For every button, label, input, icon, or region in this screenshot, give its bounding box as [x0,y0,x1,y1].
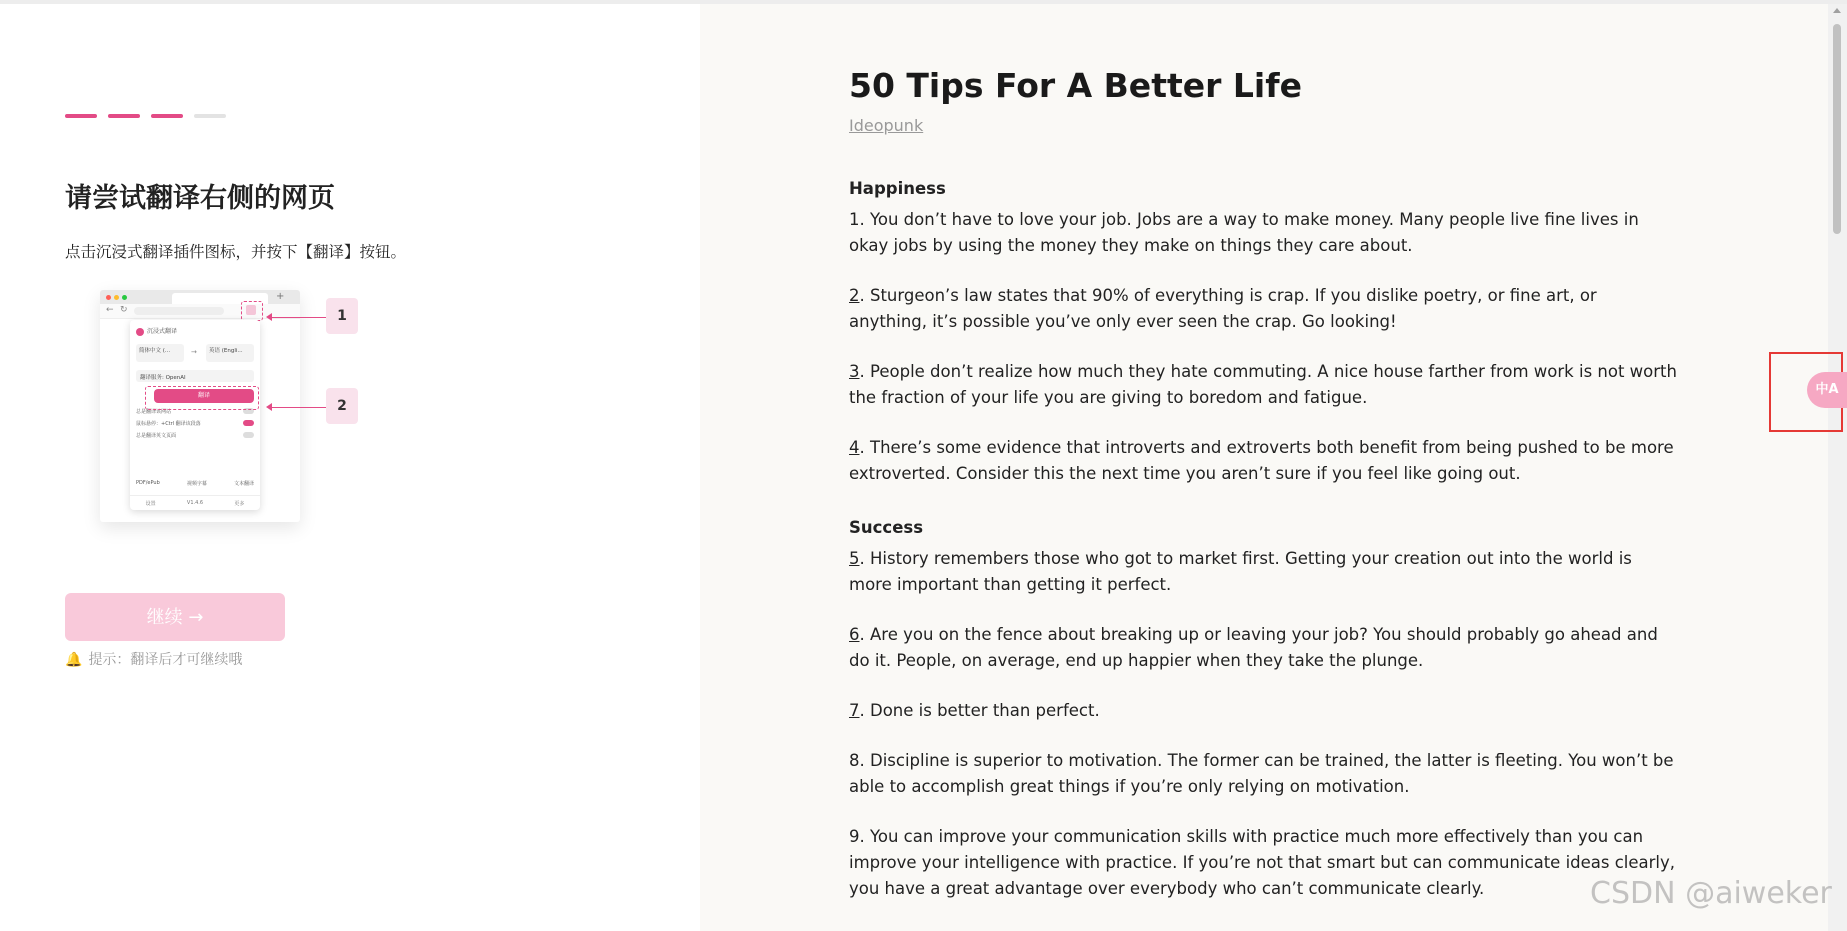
illustration-address [134,307,224,315]
tip-number: 9 [849,827,860,846]
extension-popup-illustration [130,320,260,510]
onboarding-panel [0,4,700,931]
tip-text: . Done is better than perfect. [859,701,1100,720]
article-body [849,176,1679,930]
reload-icon: ↻ [120,305,128,315]
minimize-dot-icon [114,295,119,300]
close-dot-icon [106,295,111,300]
watermark: CSDN @aiweker [1590,876,1832,911]
popup-version: V1.4.6 [186,500,204,506]
popup-option-label: 总是翻译该网站 [136,409,172,415]
tip-number: 1 [849,210,860,229]
section-heading: Success [849,518,924,537]
onboarding-subtitle: 点击沉浸式翻译插件图标，并按下【翻译】按钮。 [65,243,407,261]
progress-step-4 [194,114,226,118]
tip-text: . Sturgeon’s law states that 90% of everything is crap. If you dislike poetry, or fine art, or anything, it’s possible you’ve only ever seen the crap. Go looking! [849,286,1597,331]
hint-label: 提示：翻译后才可继续哦 [88,652,243,668]
popup-footer [130,495,260,510]
popup-title: 沉浸式翻译 [147,328,178,335]
tip-paragraph [849,546,1679,598]
popup-tool-pdf: PDF/ePub [136,480,160,486]
popup-tools [136,480,254,487]
popup-option-3 [136,432,254,440]
popup-more: 更多 [234,500,245,507]
tip-number[interactable]: 5 [849,549,860,568]
scrollbar-thumb[interactable] [1833,24,1841,234]
swap-arrow-icon: → [191,348,197,356]
callout-number-2: 2 [326,388,358,424]
logo-icon [136,328,144,336]
scrollbar[interactable] [1828,4,1847,931]
tip-text: . There’s some evidence that introverts and extroverts both benefit from being pushed to be more extroverted. Consider this the next time you aren’t sure if you feel like going out. [849,438,1674,483]
new-tab-icon: + [276,291,285,302]
tip-paragraph [849,283,1679,335]
popup-tool-subtitles: 视频字幕 [186,481,207,487]
tip-number: 8 [849,751,860,770]
continue-button[interactable]: 继续 → [65,593,285,641]
tip-number[interactable]: 3 [849,362,860,381]
translate-icon: 中A [1815,382,1839,397]
bell-icon: 🔔 [65,652,83,668]
scroll-up-icon[interactable] [1833,8,1841,13]
translate-float-button[interactable] [1807,372,1847,408]
article-author-link[interactable]: Ideopunk [849,116,924,135]
tip-number[interactable]: 7 [849,701,860,720]
progress-step-3 [151,114,183,118]
toggle-icon [243,432,254,438]
tip-number[interactable]: 2 [849,286,860,305]
callout-number-1: 1 [326,298,358,334]
popup-target-lang: 英语 (Engli... [206,344,254,362]
tip-text: . People don’t realize how much they hate commuting. A nice house farther from work is not worth the fraction of your life you are giving to boredom and fatigue. [849,362,1677,407]
tip-paragraph [849,359,1679,411]
popup-tool-text: 文本翻译 [233,481,254,487]
tip-text: . You don’t have to love your job. Jobs are a way to make money. Many people live fine lives in okay jobs by using the money they make on things they care about. [849,210,1639,255]
tip-text: . Are you on the fence about breaking up or leaving your job? You should probably go ahead and do it. People, on average, end up happier when they take the plunge. [849,625,1658,670]
tip-text: . History remembers those who got to market first. Getting your creation out into the world is more important than getting it perfect. [849,549,1632,594]
popup-settings: 设置 [145,500,156,507]
popup-source-lang: 简体中文 (... [136,344,184,362]
onboarding-title: 请尝试翻译右侧的网页 [65,183,335,214]
progress-step-2 [108,114,140,118]
section-heading: Happiness [849,179,946,198]
illustration-titlebar [100,290,300,304]
tip-paragraph [849,824,1679,902]
article-panel [700,4,1828,931]
tip-number[interactable]: 4 [849,438,860,457]
popup-translate-button: 翻译 [154,389,254,403]
tip-paragraph [849,622,1679,674]
popup-langs [136,344,254,362]
popup-option-2 [136,420,254,428]
popup-service: 翻译服务: OpenAI [136,370,254,382]
tip-paragraph [849,207,1679,259]
tip-paragraph [849,435,1679,487]
hint-text [65,649,242,669]
article-title: 50 Tips For A Better Life [849,66,1302,105]
callout-line-2 [270,407,326,408]
tip-paragraph [849,748,1679,800]
tip-paragraph [849,698,1679,724]
tip-text: . You can improve your communication skills with practice much more effectively than you can improve your intelligence with practice. If you’re not that smart but can communicate ideas clearly, you have a great advantage over everybody who can’t communicate clearly. [849,827,1676,898]
progress-step-1 [65,114,97,118]
progress-steps [65,114,226,118]
popup-option-label: 总是翻译英文页面 [136,433,177,439]
maximize-dot-icon [122,295,127,300]
popup-option-label: 鼠标悬停：+Ctrl 翻译该段落 [136,421,201,427]
popup-header [136,326,177,336]
translate-highlight-box [145,386,259,410]
toggle-icon [243,420,254,426]
extension-highlight-box [241,301,263,321]
tip-text: . Discipline is superior to motivation. The former can be trained, the latter is fleeting. You won’t be able to accomplish great things if you’re only relying on motivation. [849,751,1674,796]
tip-number[interactable]: 6 [849,625,860,644]
back-arrow-icon: ← [106,305,114,315]
